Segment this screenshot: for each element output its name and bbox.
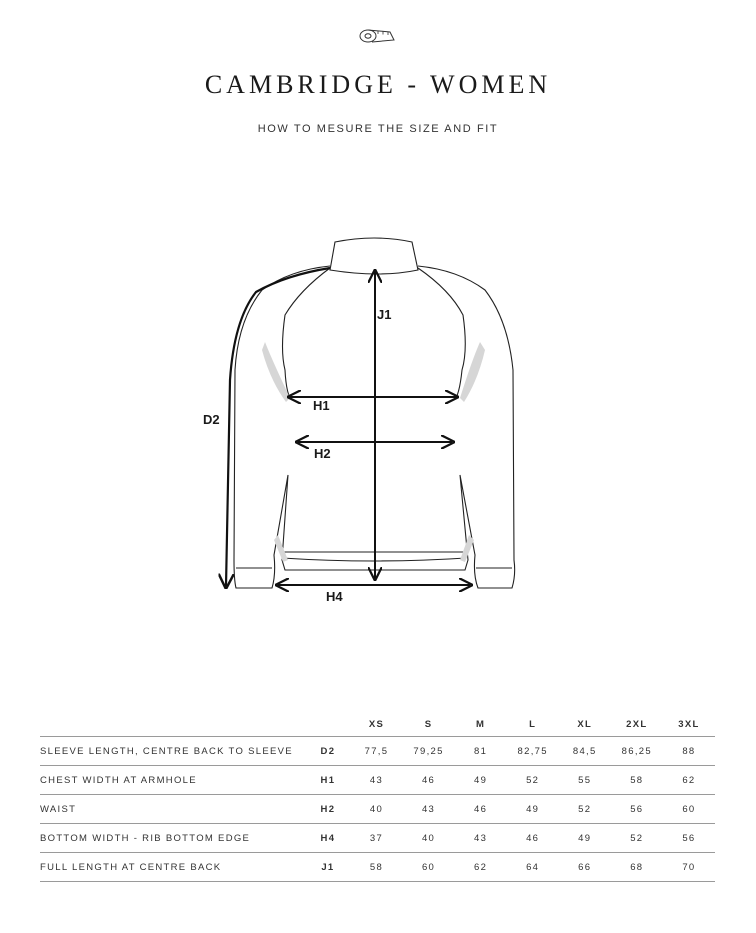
garment-diagram — [190, 230, 530, 610]
table-row — [40, 766, 715, 795]
row-value: 46 — [455, 795, 507, 824]
row-value: 60 — [403, 853, 455, 882]
row-value: 62 — [455, 853, 507, 882]
row-value: 70 — [663, 853, 715, 882]
page-title: CAMBRIDGE - WOMEN — [204, 70, 552, 99]
row-value: 84,5 — [559, 737, 611, 766]
row-value: 40 — [403, 824, 455, 853]
row-value: 79,25 — [403, 737, 455, 766]
row-label: SLEEVE LENGTH, CENTRE BACK TO SLEEVE — [40, 737, 305, 766]
row-value: 43 — [350, 766, 402, 795]
header-size: XS — [368, 718, 385, 730]
table-row — [40, 737, 715, 766]
table-row — [40, 795, 715, 824]
row-value: 52 — [507, 766, 559, 795]
row-value: 86,25 — [611, 737, 663, 766]
size-table — [40, 712, 715, 882]
row-code: D2 — [305, 737, 350, 766]
label-h4: H4 — [326, 589, 343, 604]
header-blank — [305, 712, 350, 737]
row-value: 43 — [403, 795, 455, 824]
row-code: H2 — [305, 795, 350, 824]
row-value: 77,5 — [350, 737, 402, 766]
header-size: 3XL — [678, 718, 700, 730]
table-row — [40, 824, 715, 853]
row-value: 82,75 — [507, 737, 559, 766]
row-value: 49 — [559, 824, 611, 853]
label-j1: J1 — [377, 307, 392, 322]
row-value: 58 — [611, 766, 663, 795]
row-label: BOTTOM WIDTH - RIB BOTTOM EDGE — [40, 824, 305, 853]
row-code: J1 — [305, 853, 350, 882]
page-subtitle: HOW TO MESURE THE SIZE AND FIT — [257, 123, 499, 135]
row-value: 62 — [663, 766, 715, 795]
label-h2: H2 — [314, 446, 331, 461]
row-value: 52 — [559, 795, 611, 824]
row-value: 52 — [611, 824, 663, 853]
header-size: XL — [577, 718, 593, 730]
row-value: 37 — [350, 824, 402, 853]
row-value: 68 — [611, 853, 663, 882]
row-value: 43 — [455, 824, 507, 853]
header-size: M — [476, 718, 486, 730]
header-size: L — [529, 718, 537, 730]
measuring-tape-icon — [358, 26, 398, 46]
header-size: 2XL — [626, 718, 648, 730]
header-size: S — [424, 718, 433, 730]
label-h1: H1 — [313, 398, 330, 413]
row-value: 64 — [507, 853, 559, 882]
row-value: 55 — [559, 766, 611, 795]
row-value: 46 — [403, 766, 455, 795]
row-value: 49 — [507, 795, 559, 824]
header-blank — [40, 712, 305, 737]
row-label: WAIST — [40, 795, 305, 824]
row-code: H1 — [305, 766, 350, 795]
row-value: 40 — [350, 795, 402, 824]
row-value: 60 — [663, 795, 715, 824]
table-header-row — [40, 712, 715, 737]
row-value: 49 — [455, 766, 507, 795]
label-d2: D2 — [203, 412, 220, 427]
row-value: 58 — [350, 853, 402, 882]
row-value: 46 — [507, 824, 559, 853]
row-value: 88 — [663, 737, 715, 766]
row-code: H4 — [305, 824, 350, 853]
row-value: 56 — [611, 795, 663, 824]
row-label: FULL LENGTH AT CENTRE BACK — [40, 853, 305, 882]
row-value: 81 — [455, 737, 507, 766]
table-row — [40, 853, 715, 882]
row-label: CHEST WIDTH AT ARMHOLE — [40, 766, 305, 795]
garment-shading — [262, 342, 485, 562]
row-value: 56 — [663, 824, 715, 853]
row-value: 66 — [559, 853, 611, 882]
